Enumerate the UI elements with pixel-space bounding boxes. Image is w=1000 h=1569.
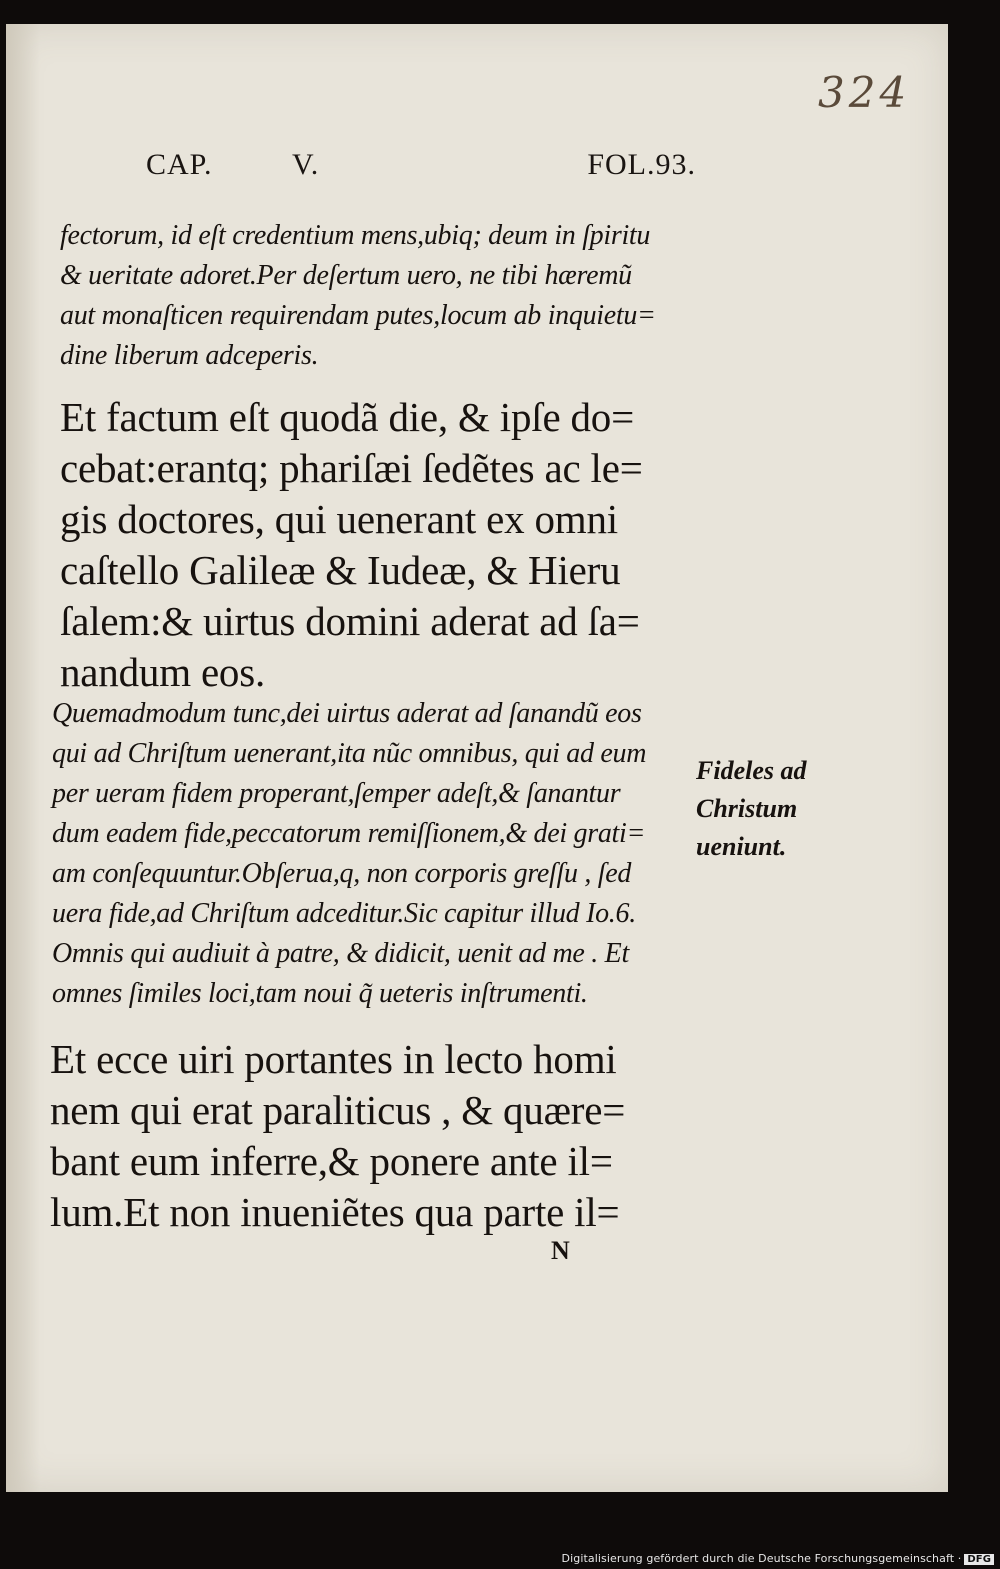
gloss-line: fectorum, id eſt credentium mens,ubiq; deum in ſpiritu bbox=[60, 220, 651, 251]
running-head bbox=[146, 148, 696, 188]
marginal-line: ueniunt. bbox=[696, 832, 787, 861]
scripture-line: Et factum eſt quodã die, & ipſe do= bbox=[60, 394, 635, 440]
gloss-line: am conſequuntur.Obſerua,q, non corporis greſſu , ſed bbox=[52, 858, 632, 889]
scripture-paragraph-2 bbox=[50, 1034, 710, 1238]
scripture-line: ſalem:& uirtus domini aderat ad ſa= bbox=[60, 598, 640, 644]
scripture-line: gis doctores, qui uenerant ex omni bbox=[60, 496, 618, 542]
gloss-paragraph-1 bbox=[60, 216, 710, 376]
scripture-line: nandum eos. bbox=[60, 649, 266, 695]
gloss-line: Omnis qui audiuit à patre, & didicit, uenit ad me . Et bbox=[52, 938, 629, 969]
scripture-line: lum.Et non inueniẽtes qua parte il= bbox=[50, 1189, 620, 1235]
page-gutter-shadow bbox=[6, 24, 40, 1492]
marginal-line: Fideles ad bbox=[696, 756, 807, 785]
marginal-note bbox=[696, 752, 826, 866]
scripture-line: bant eum inferre,& ponere ante il= bbox=[50, 1138, 613, 1184]
gloss-line: dine liberum adceperis. bbox=[60, 340, 319, 371]
chapter-label: CAP. bbox=[146, 148, 213, 181]
marginal-line: Christum bbox=[696, 794, 798, 823]
gloss-paragraph-2 bbox=[52, 694, 702, 1014]
digitization-credit bbox=[562, 1552, 994, 1565]
signature-mark: N bbox=[551, 1236, 570, 1265]
scripture-line: cebat:erantq; phariſæi ſedẽtes ac le= bbox=[60, 445, 643, 491]
gloss-line: & ueritate adoret.Per deſertum uero, ne tibi hæremũ bbox=[60, 260, 632, 291]
credit-text: Digitalisierung gefördert durch die Deutsche Forschungsgemeinschaft · bbox=[561, 1552, 962, 1565]
gloss-line: qui ad Chriſtum uenerant,ita nũc omnibus, qui ad eum bbox=[52, 738, 647, 769]
gloss-line: per ueram fidem properant,ſemper adeſt,& ſanantur bbox=[52, 778, 621, 809]
chapter-number: V. bbox=[292, 148, 320, 181]
scripture-line: Et ecce uiri portantes in lecto homi bbox=[50, 1036, 617, 1082]
scripture-paragraph-1 bbox=[60, 392, 710, 698]
dfg-logo: DFG bbox=[964, 1554, 994, 1565]
scripture-line: nem qui erat paraliticus , & quære= bbox=[50, 1087, 626, 1133]
gloss-line: omnes ſimiles loci,tam noui q̃ ueteris inſtrumenti. bbox=[52, 978, 588, 1009]
gloss-line: Quemadmodum tunc,dei uirtus aderat ad ſanandũ eos bbox=[52, 698, 642, 729]
gloss-line: uera fide,ad Chriſtum adceditur.Sic capitur illud Io.6. bbox=[52, 898, 636, 929]
handwritten-folio-number: 324 bbox=[818, 68, 911, 117]
folio-label: FOL.93. bbox=[587, 148, 696, 181]
book-page bbox=[6, 24, 948, 1492]
gloss-line: aut monaſticen requirendam putes,locum ab inquietu= bbox=[60, 300, 656, 331]
scripture-line: caſtello Galileæ & Iudeæ, & Hieru bbox=[60, 547, 621, 593]
gloss-line: dum eadem fide,peccatorum remiſſionem,& dei grati= bbox=[52, 818, 646, 849]
